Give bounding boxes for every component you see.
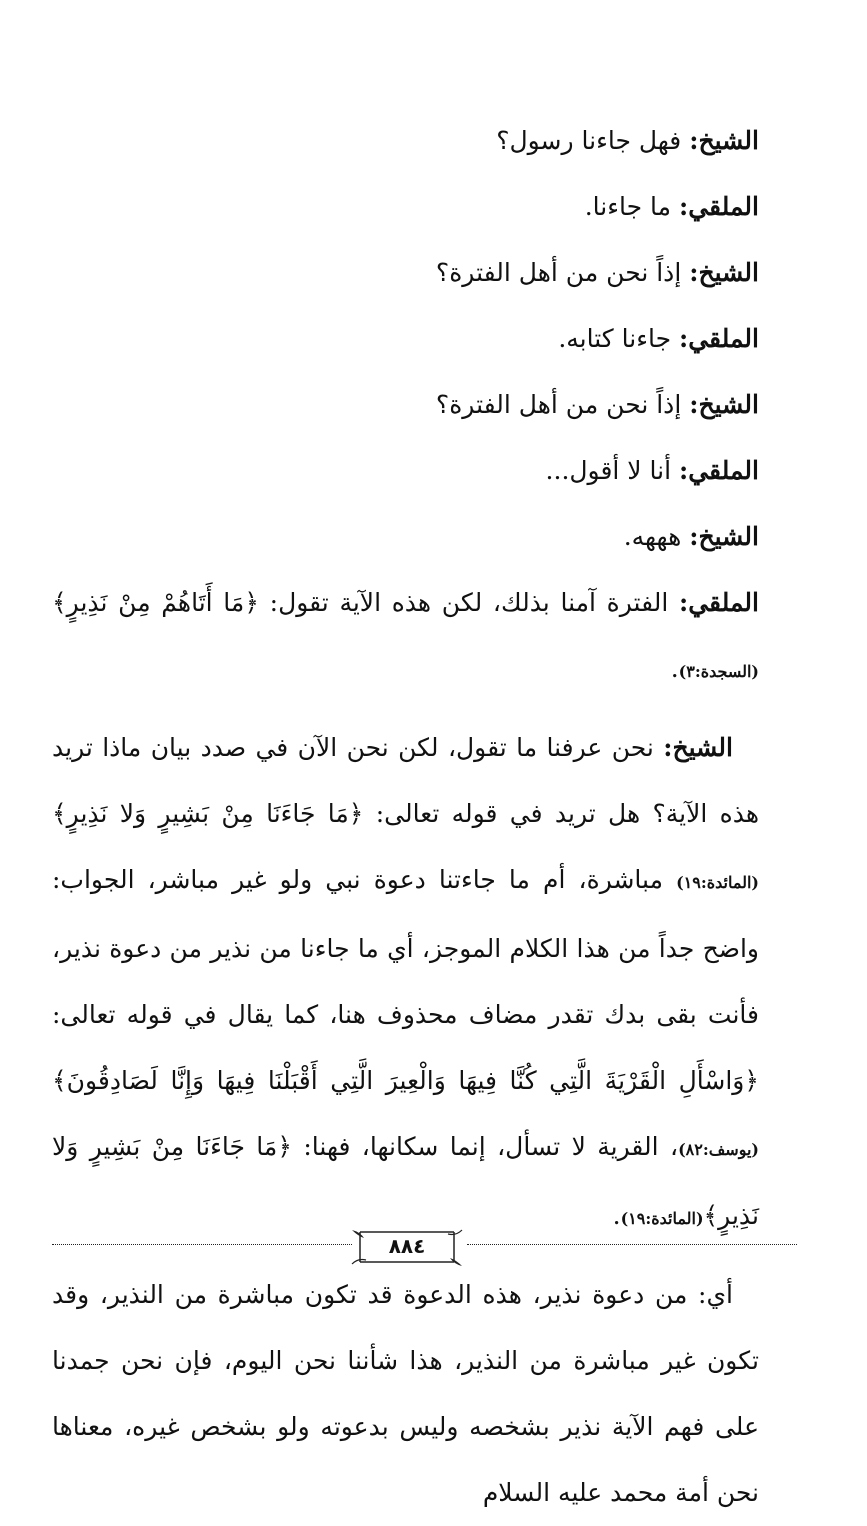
dialogue-text: إذاً نحن من أهل الفترة؟ bbox=[435, 390, 690, 419]
paragraph-1 bbox=[52, 570, 759, 705]
verse-reference: (المائدة:١٩) bbox=[676, 873, 759, 892]
speaker-label: الشيخ: bbox=[689, 126, 759, 155]
dialogue-line-3 bbox=[52, 240, 759, 306]
dialogue-text: فهل جاءنا رسول؟ bbox=[496, 126, 690, 155]
paragraph-text: مباشرة، أم ما جاءتنا دعوة نبي ولو غير مباشر، الجواب: واضح جداً من هذا الكلام الموجز، أي ما جاءنا من نذير من دعوة نذير، فأنت بقى بدك تقدر مضاف محذوف هنا، كما يقال في قوله تعالى: bbox=[52, 865, 759, 1029]
dialogue-text: إذاً نحن من أهل الفترة؟ bbox=[435, 258, 690, 287]
speaker-label: الشيخ: bbox=[689, 390, 759, 419]
quran-quote: ﴿مَا أَتَاهُمْ مِنْ نَذِيرٍ﴾ bbox=[52, 588, 259, 617]
paragraph-text: الفترة آمنا بذلك، لكن هذه الآية تقول: bbox=[258, 588, 679, 617]
page-footer bbox=[52, 1228, 797, 1268]
dialogue-text: هههه. bbox=[623, 522, 690, 551]
dialogue-line-5 bbox=[52, 372, 759, 438]
page-body bbox=[52, 108, 759, 1526]
quran-quote: ﴿مَا جَاءَنَا مِنْ بَشِيرٍ وَلا نَذِيرٍ﴾ bbox=[52, 799, 364, 828]
verse-reference: (يوسف:٨٢) bbox=[678, 1140, 759, 1159]
verse-reference: (السجدة:٣) bbox=[678, 662, 759, 681]
speaker-label: الشيخ: bbox=[689, 258, 759, 287]
paragraph-text: أي: من دعوة نذير، هذه الدعوة قد تكون مباشرة من النذير، وقد تكون غير مباشرة من النذير، هذا شأننا نحن اليوم، فإن نحن جمدنا على فهم الآية نذير بشخصه وليس بدعوته ولو بشخص غيره، معناها نحن أمة محمد عليه السلام bbox=[52, 1280, 759, 1507]
verse-reference: (المائدة:١٩) bbox=[620, 1209, 704, 1228]
paragraph-text: . bbox=[670, 654, 679, 683]
paragraph-text: . bbox=[612, 1201, 621, 1230]
speaker-label: الملقي: bbox=[678, 324, 759, 353]
page-number: ٨٨٤ bbox=[388, 1234, 426, 1258]
dialogue-text: ما جاءنا. bbox=[584, 192, 679, 221]
dialogue-line-7 bbox=[52, 504, 759, 570]
dialogue-line-4 bbox=[52, 306, 759, 372]
speaker-label: الملقي: bbox=[678, 192, 759, 221]
dialogue-line-2 bbox=[52, 174, 759, 240]
quran-quote: ﴿مَا جَاءَنَا مِنْ بَشِيرٍ وَلا نَذِيرٍ﴾ bbox=[52, 1132, 759, 1230]
dialogue-text: جاءنا كتابه. bbox=[558, 324, 679, 353]
paragraph-text: نحن عرفنا ما تقول، لكن نحن الآن في صدد بيان ماذا تريد هذه الآية؟ هل تريد في قوله تعالى: bbox=[52, 733, 759, 828]
dialogue-line-6 bbox=[52, 438, 759, 504]
quran-quote: ﴿وَاسْأَلِ الْقَرْيَةَ الَّتِي كُنَّا فِيهَا وَالْعِيرَ الَّتِي أَقْبَلْنَا فِيهَا وَإِنَّا لَصَادِقُونَ﴾ bbox=[52, 1066, 759, 1095]
spacer bbox=[52, 705, 759, 715]
speaker-label: الملقي: bbox=[678, 588, 759, 617]
dialogue-line-1 bbox=[52, 108, 759, 174]
dialogue-text: أنا لا أقول... bbox=[545, 456, 679, 485]
paragraph-2 bbox=[52, 715, 759, 1252]
speaker-label: الشيخ: bbox=[663, 733, 733, 762]
speaker-label: الملقي: bbox=[678, 456, 759, 485]
speaker-label: الشيخ: bbox=[689, 522, 759, 551]
paragraph-text: ، القرية لا تسأل، إنما سكانها، فهنا: bbox=[291, 1132, 679, 1161]
paragraph-3 bbox=[52, 1262, 759, 1526]
